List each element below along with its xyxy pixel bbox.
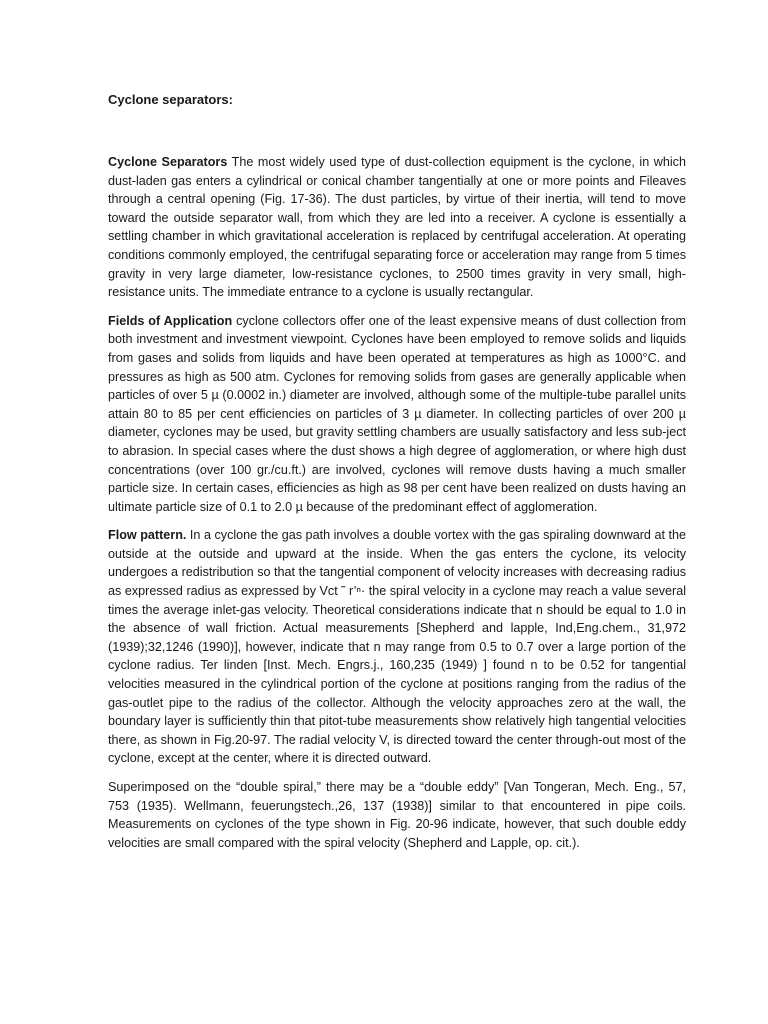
paragraph-cyclone-separators	[108, 153, 686, 302]
paragraph-lead: Cyclone Separators	[108, 155, 228, 169]
paragraph-lead: Fields of Application	[108, 313, 233, 328]
document-title: Cyclone separators:	[108, 92, 233, 107]
paragraph-text: In a cyclone the gas path involves a double vortex with the gas spiraling downward at the outside at the outside and upward at the inside. When the gas enters the cyclone, its velocity undergoes a redistribution so that the tangential component of velocity increases with decreasing radius as expressed radius as expressed by Vct ˜ r’ⁿ· the spiral velocity in a cyclone may reach a value several times the average inlet-gas velocity. Theoretical considerations indicate that n should be equal to 1.0 in the absence of wall friction. Actual measurements [Shepherd and lapple, Ind,Eng.chem., 31,972 (1939);32,1246 (1990)], however, indicate that n may range from 0.5 to 0.7 over a large portion of the cyclone radius. Ter linden [Inst. Mech. Engrs.j., 160,235 (1949) ] found n to be 0.52 for tangential velocities measured in the cylindrical portion of the cyclone at positions ranging from the radius of the gas-outlet pipe to the radius of the collector. Although the velocity approaches zero at the wall, the boundary layer is sufficiently thin that pitot-tube measurements show relatively high tangential velocities there, as shown in Fig.20-97. The radial velocity V, is directed toward the center through-out most of the cyclone, except at the center, where it is directed outward.	[108, 528, 686, 766]
paragraph-double-eddy	[108, 778, 686, 852]
paragraph-text: cyclone collectors offer one of the least expensive means of dust collection from both investment and investment viewpoint. Cyclones have been employed to remove solids and liquids from gases and solids from liquids and have been operated at temperatures as high as 1000°C. and pressures as high as 500 atm. Cyclones for removing solids from gases are generally applicable when particles of over 5 µ (0.0002 in.) diameter are involved, although some of the multiple-tube parallel units attain 80 to 85 per cent efficiencies on particles of 3 µ diameter. In collecting particles of over 200 µ diameter, cyclones may be used, but gravity settling chambers are usually satisfactory and less sub-ject to abrasion. In special cases where the dust shows a high degree of agglomeration, or where high dust concentrations (over 100 gr./cu.ft.) are involved, cyclones will remove dusts having a much smaller particle size. In certain cases, efficiencies as high as 98 per cent have been realized on dusts having an ultimate particle size of 0.1 to 2.0 µ because of the predominant effect of agglomeration.	[108, 313, 687, 514]
paragraph-flow-pattern	[108, 526, 686, 768]
paragraph-lead: Flow pattern.	[108, 528, 187, 543]
paragraph-text: Superimposed on the “double spiral,” there may be a “double eddy” [Van Tongeran, Mech. Eng., 57, 753 (1935). Wellmann, feuerungstech.,26, 137 (1938)] similar to that encountered in pipe coils. Measurements on cyclones of the type shown in Fig. 20-96 indicate, however, that such double eddy velocities are small compared with the spiral velocity (Shepherd and Lapple, op. cit.).	[108, 780, 686, 850]
paragraph-fields-of-application	[108, 312, 686, 517]
paragraph-text: The most widely used type of dust-collection equipment is the cyclone, in which dust-laden gas enters a cylindrical or conical chamber tangentially at one or more points and Fileaves through a central opening (Fig. 17-36). The dust particles, by virtue of their inertia, will tend to move toward the outside separator wall, from which they are led into a receiver. A cyclone is essentially a settling chamber in which gravitational acceleration is replaced by centrifugal acceleration. At operating conditions commonly employed, the centrifugal separating force or acceleration may range from 5 times gravity in very large diameter, low-resistance cyclones, to 2500 times gravity in very small, high-resistance units. The immediate entrance to a cyclone is usually rectangular.	[108, 155, 686, 300]
